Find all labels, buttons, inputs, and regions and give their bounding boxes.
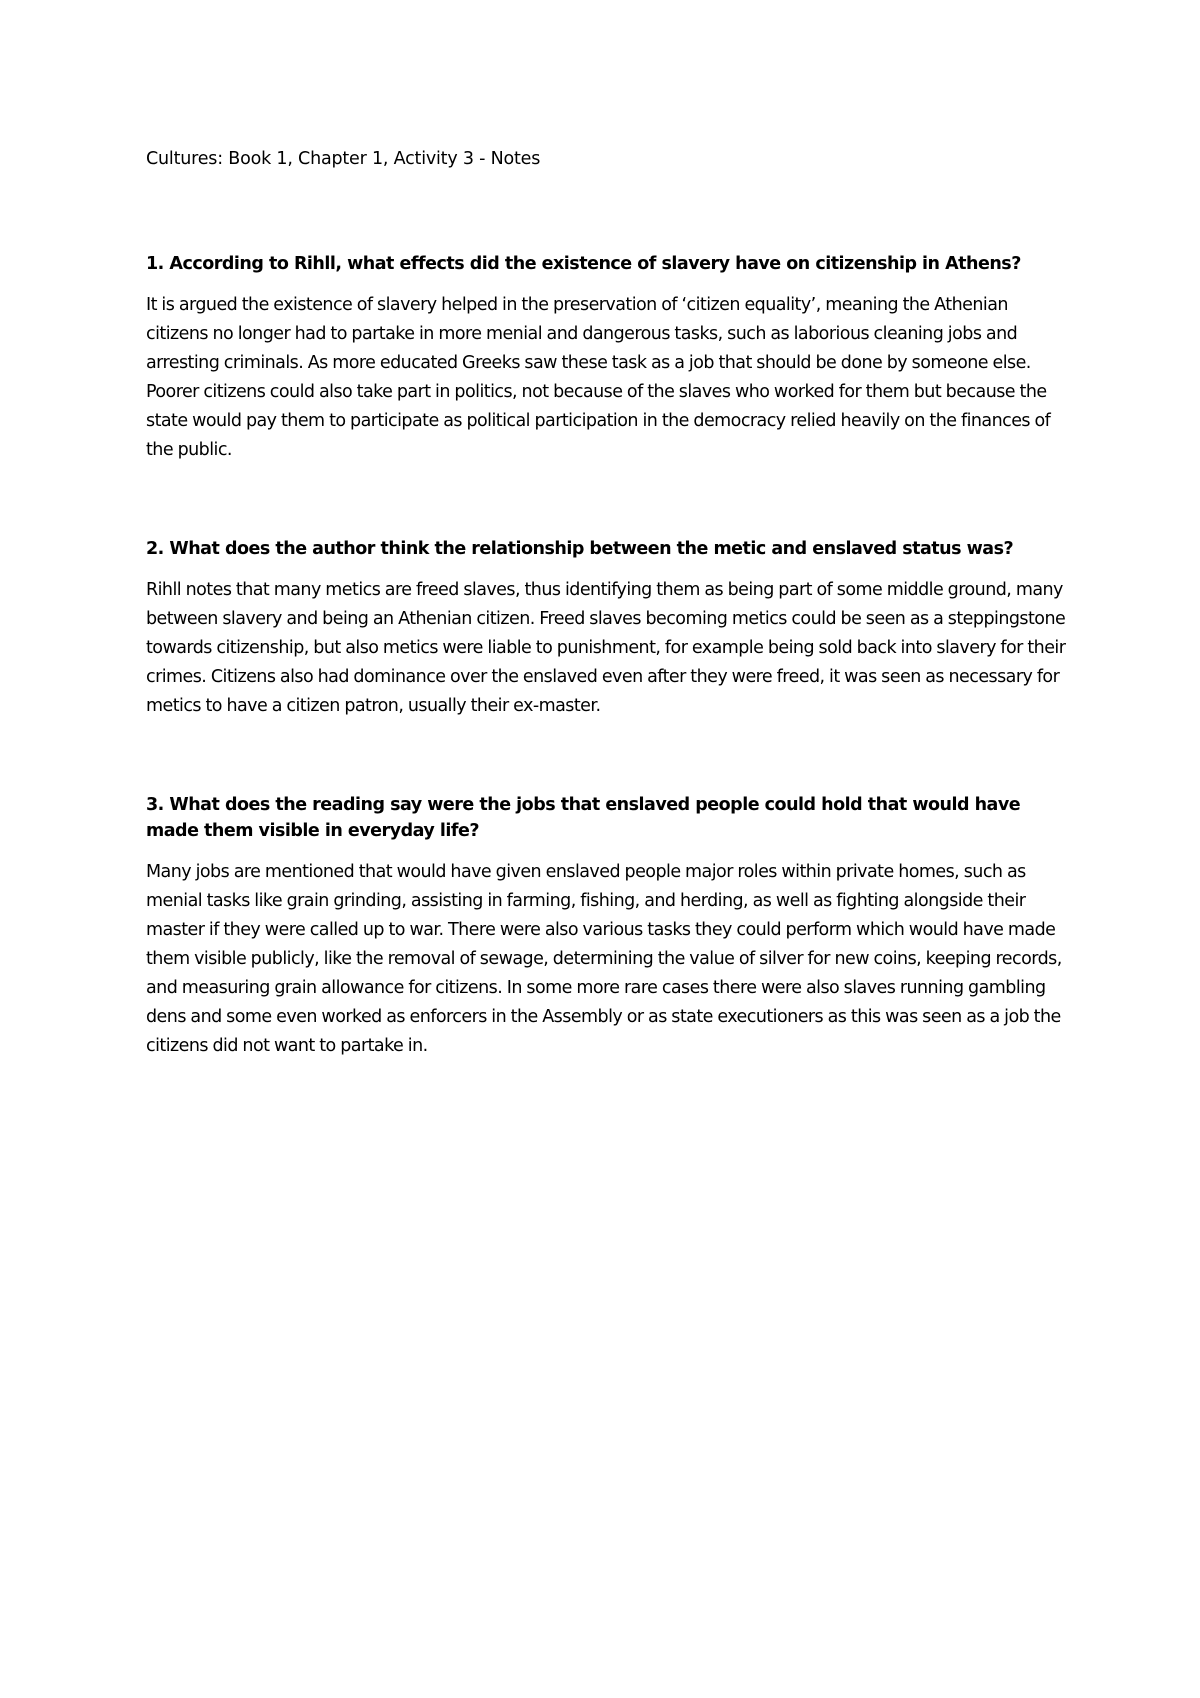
- question-2: 2. What does the author think the relationship between the metic and enslaved status was?: [146, 539, 1014, 559]
- section-question-1: [146, 251, 1066, 465]
- question-1: 1. According to Rihll, what effects did the existence of slavery have on citizenship in Athens?: [146, 254, 1021, 274]
- answer-3: Many jobs are mentioned that would have given enslaved people major roles within private homes, such as menial tasks like grain grinding, assisting in farming, fishing, and herding, as well as fighting alongside their master if they were called up to war. There were also various tasks they could perform which would have made them visible publicly, like the removal of sewage, determining the value of silver for new coins, keeping records, and measuring grain allowance for citizens. In some more rare cases there were also slaves running gambling dens and some even worked as enforcers in the Assembly or as state executioners as this was seen as a job the citizens did not want to partake in.: [146, 862, 1062, 1056]
- section-question-3: [146, 792, 1066, 1061]
- document-title: Cultures: Book 1, Chapter 1, Activity 3 - Notes: [146, 149, 541, 169]
- section-question-2: [146, 536, 1066, 721]
- answer-2: Rihll notes that many metics are freed slaves, thus identifying them as being part of some middle ground, many between slavery and being an Athenian citizen. Freed slaves becoming metics could be seen as a steppingstone towards citizenship, but also metics were liable to punishment, for example being sold back into slavery for their crimes. Citizens also had dominance over the enslaved even after they were freed, it was seen as necessary for metics to have a citizen patron, usually their ex-master.: [146, 580, 1066, 716]
- question-3: 3. What does the reading say were the jobs that enslaved people could hold that would have made them visible in everyday life?: [146, 795, 1021, 841]
- document-body: [146, 146, 1066, 1061]
- answer-1: It is argued the existence of slavery helped in the preservation of ‘citizen equality’, meaning the Athenian citizens no longer had to partake in more menial and dangerous tasks, such as laborious cleaning jobs and arresting criminals. As more educated Greeks saw these task as a job that should be done by someone else. Poorer citizens could also take part in politics, not because of the slaves who worked for them but because the state would pay them to participate as political participation in the democracy relied heavily on the finances of the public.: [146, 295, 1051, 460]
